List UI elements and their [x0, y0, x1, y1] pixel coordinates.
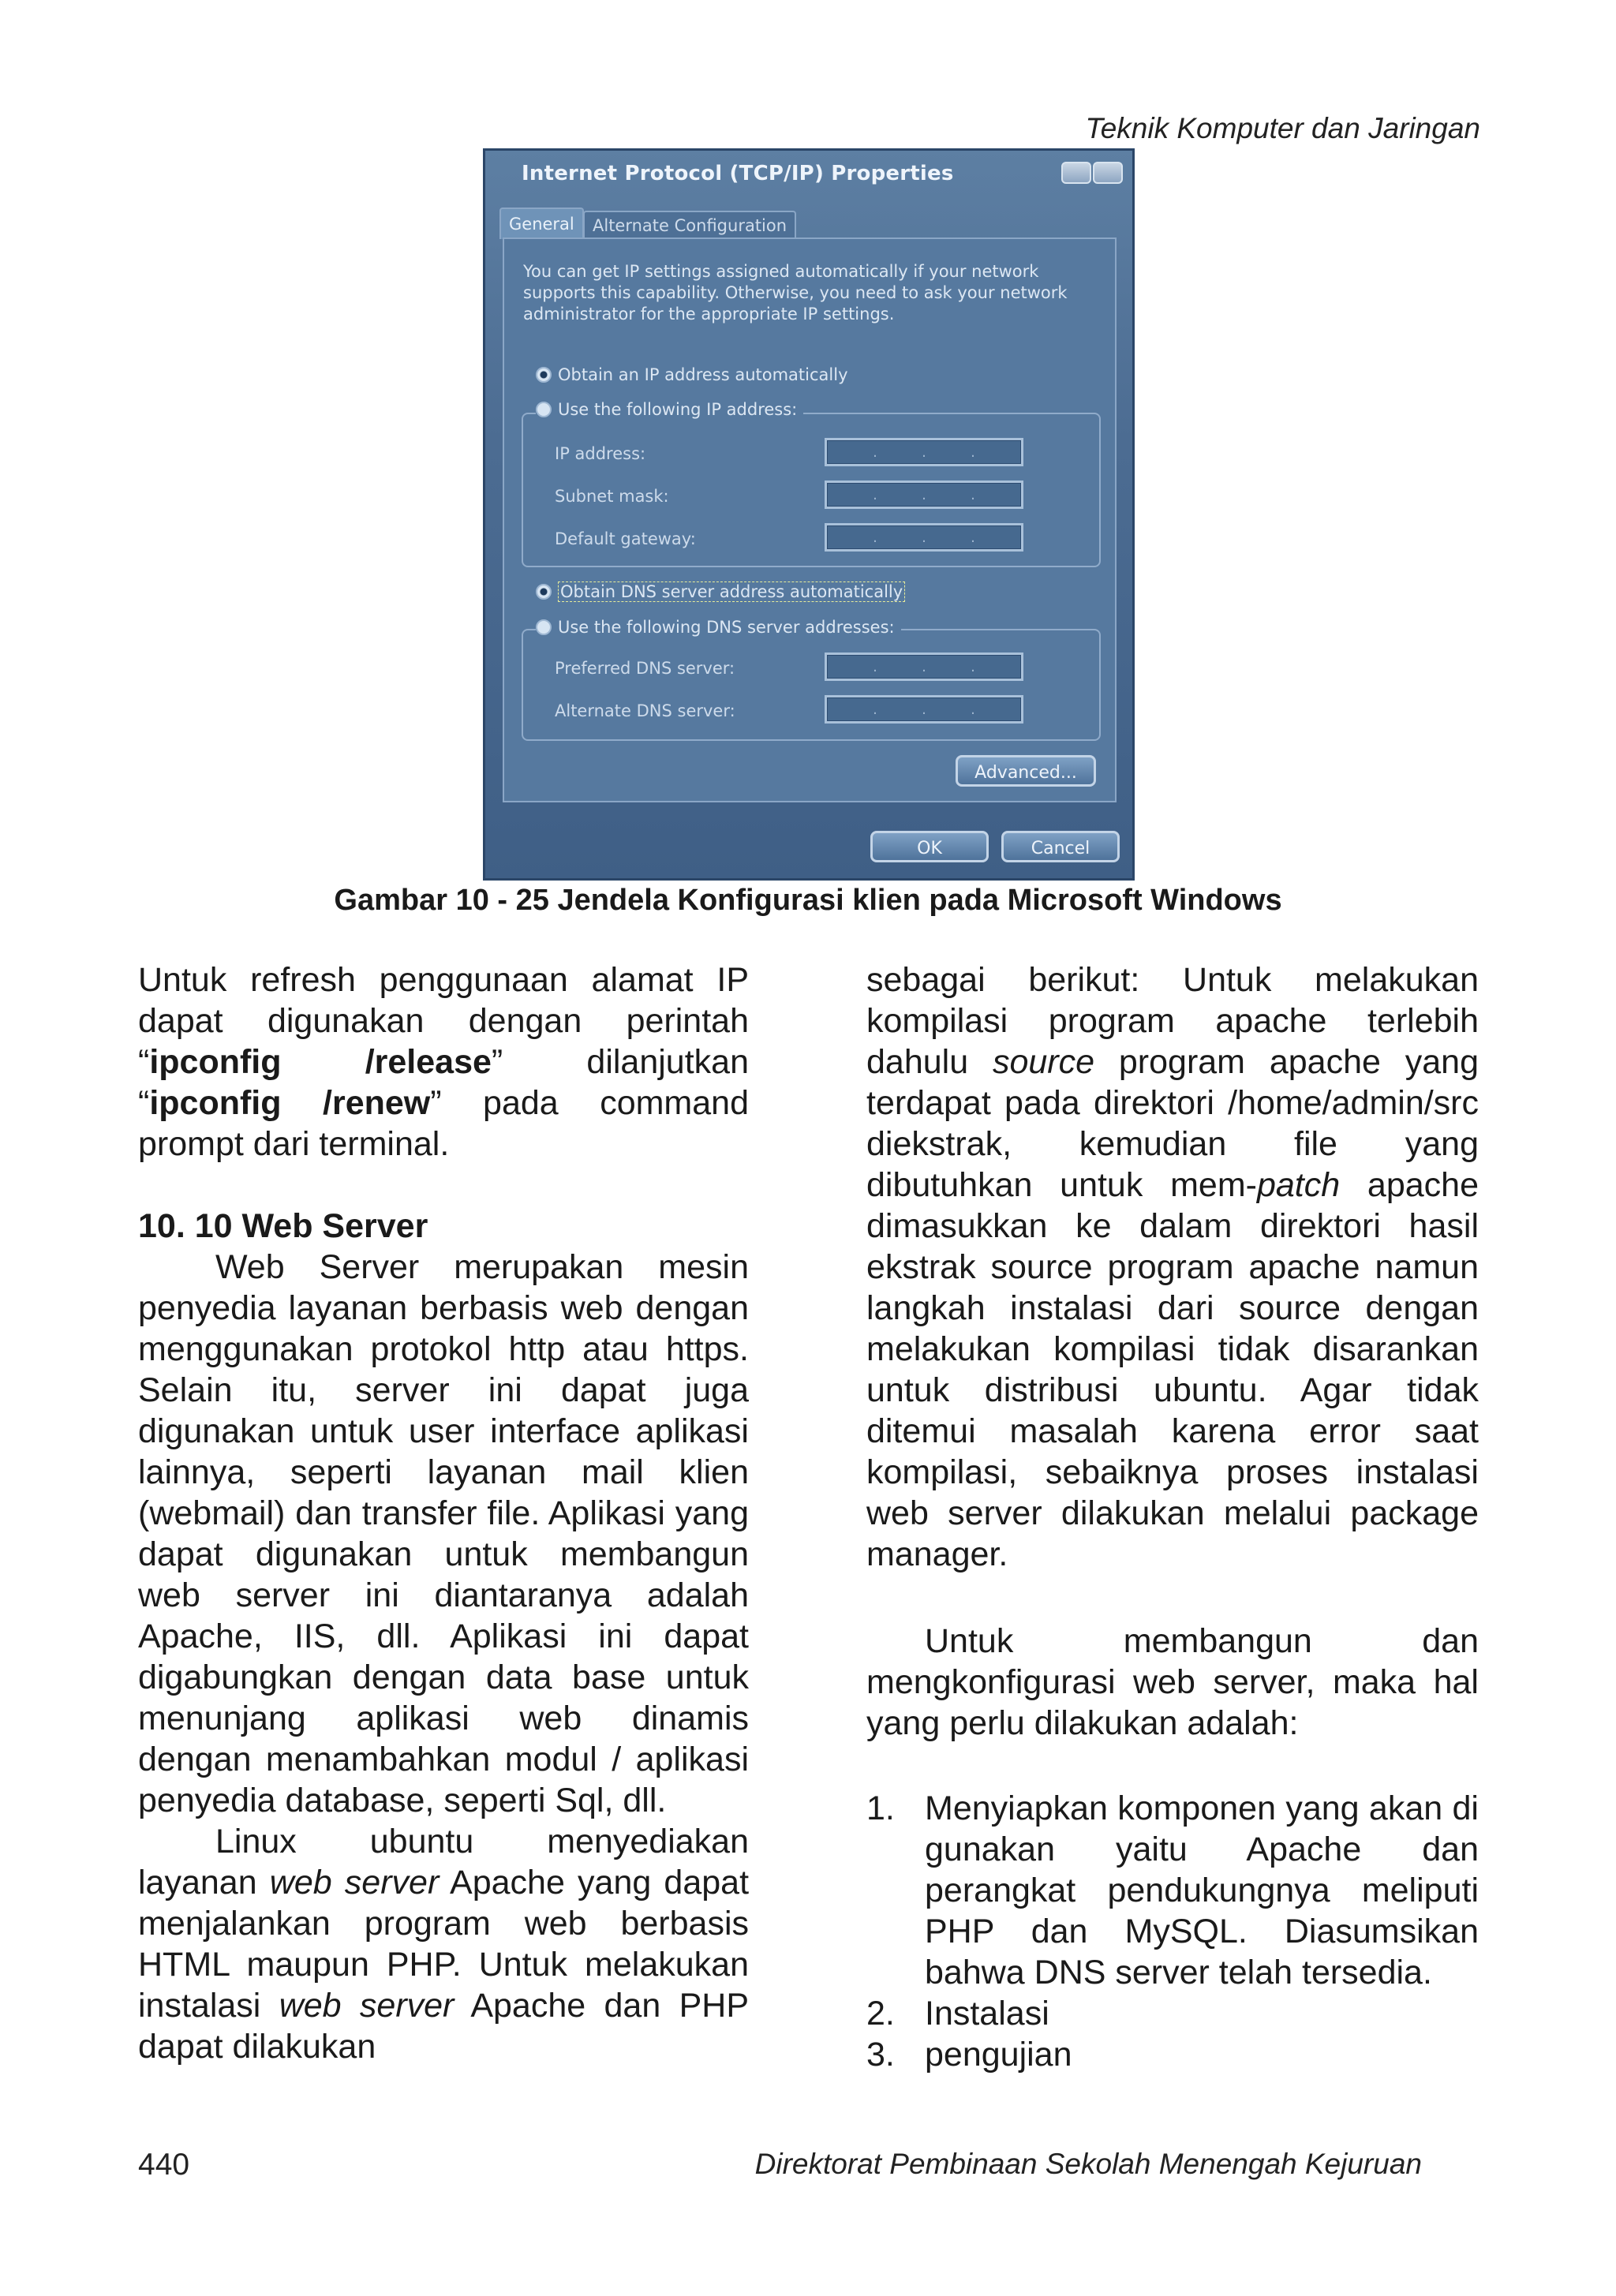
ip-address-label: IP address:: [555, 444, 646, 463]
page-number: 440: [138, 2148, 190, 2182]
preferred-dns-input[interactable]: . . .: [825, 653, 1023, 681]
ip-address-input[interactable]: . . .: [825, 438, 1023, 466]
radio-label: Use the following IP address:: [558, 400, 798, 419]
paragraph-kompilasi: sebagai berikut: Untuk melakukan kompilasi program apache terlebih dahulu source program apache yang terdapat pada direktori /home/admin/src diekstrak, kemudian file yang dibutuhkan untuk mem-patch apache dimasukkan ke dalam direktori hasil ekstrak source program apache namun langkah instalasi dari source dengan melakukan kompilasi tidak disarankan untuk distribusi ubuntu. Agar tidak ditemui masalah karena error saat kompilasi, sebaiknya proses instalasi web server dilakukan melalui package manager.: [866, 961, 1479, 1573]
ip-address-group: [522, 413, 1101, 567]
right-column: [866, 959, 1479, 2075]
radio-selected-icon: [536, 367, 552, 383]
radio-label: Use the following DNS server addresses:: [558, 618, 895, 637]
close-icon[interactable]: [1093, 162, 1123, 184]
radio-unselected-icon: [536, 619, 552, 635]
figure-caption: Gambar 10 - 25 Jendela Konfigurasi klien pada Microsoft Windows: [334, 884, 1282, 917]
radio-label: Obtain an IP address automatically: [558, 365, 848, 384]
cancel-button[interactable]: Cancel: [1001, 831, 1120, 862]
list-item: 2. Instalasi: [866, 1995, 1049, 2032]
steps-list: [866, 1788, 1479, 2075]
dialog-title: Internet Protocol (TCP/IP) Properties: [522, 162, 954, 185]
subnet-mask-input[interactable]: . . .: [825, 481, 1023, 509]
paragraph-membangun: Untuk membangun dan mengkonfigurasi web server, maka hal yang perlu dilakukan adalah:: [866, 1622, 1479, 1742]
radio-obtain-ip-auto[interactable]: [536, 365, 848, 384]
footer-publisher: Direktorat Pembinaan Sekolah Menengah Kejuruan: [754, 2148, 1422, 2180]
paragraph-web-server: Web Server merupakan mesin penyedia layanan berbasis web dengan menggunakan protokol http atau https. Selain itu, server ini dapat juga digunakan untuk user interface aplikasi lainnya, seperti layanan mail klien (webmail) dan transfer file. Aplikasi yang dapat digunakan untuk membangun web server ini diantaranya adalah Apache, IIS, dll. Aplikasi ini dapat digabungkan dengan data base untuk menunjang aplikasi web dinamis dengan menambahkan modul / aplikasi penyedia database, seperti Sql, dll.: [138, 1248, 749, 1819]
radio-selected-icon: [536, 584, 552, 600]
radio-obtain-dns-auto[interactable]: [536, 581, 905, 602]
running-header: Teknik Komputer dan Jaringan: [1085, 112, 1480, 144]
subnet-mask-label: Subnet mask:: [555, 487, 669, 506]
intro-text: You can get IP settings assigned automatically if your network supports this capability. Otherwise, you need to ask your network administrator for the appropriate IP settings.: [523, 262, 1068, 323]
preferred-dns-label: Preferred DNS server:: [555, 659, 735, 678]
general-panel: [503, 237, 1117, 802]
radio-use-following-dns[interactable]: [536, 618, 901, 637]
ok-button[interactable]: OK: [870, 831, 989, 862]
dns-server-group: [522, 629, 1101, 741]
alternate-dns-input[interactable]: . . .: [825, 695, 1023, 724]
default-gateway-input[interactable]: . . .: [825, 523, 1023, 552]
radio-label: Obtain DNS server address automatically: [558, 581, 905, 602]
paragraph-ipconfig: Untuk refresh penggunaan alamat IP dapat digunakan dengan perintah “ipconfig /release” dilanjutkan “ipconfig /renew” pada command prompt dari terminal.: [138, 961, 749, 1163]
default-gateway-label: Default gateway:: [555, 529, 696, 548]
tab-general[interactable]: General: [499, 208, 584, 239]
alternate-dns-label: Alternate DNS server:: [555, 701, 735, 720]
list-item: 3. pengujian: [866, 2036, 1072, 2074]
help-icon[interactable]: [1061, 162, 1091, 184]
paragraph-linux-ubuntu: Linux ubuntu menyediakan layanan web server Apache yang dapat menjalankan program web berbasis HTML maupun PHP. Untuk melakukan instalasi web server Apache dan PHP dapat dilakukan: [138, 1823, 750, 2066]
radio-unselected-icon: [536, 402, 552, 417]
tcpip-properties-dialog: [483, 148, 1135, 881]
advanced-button[interactable]: Advanced...: [956, 755, 1096, 787]
tab-alternate-configuration[interactable]: Alternate Configuration: [583, 211, 796, 239]
section-heading: 10. 10 Web Server: [138, 1207, 428, 1245]
list-item: 1. Menyiapkan komponen yang akan di gunakan yaitu Apache dan perangkat pendukungnya meliputi PHP dan MySQL. Diasumsikan bahwa DNS server telah tersedia.: [866, 1789, 1479, 1991]
left-column: [138, 959, 749, 2067]
radio-use-following-ip[interactable]: [536, 400, 803, 419]
